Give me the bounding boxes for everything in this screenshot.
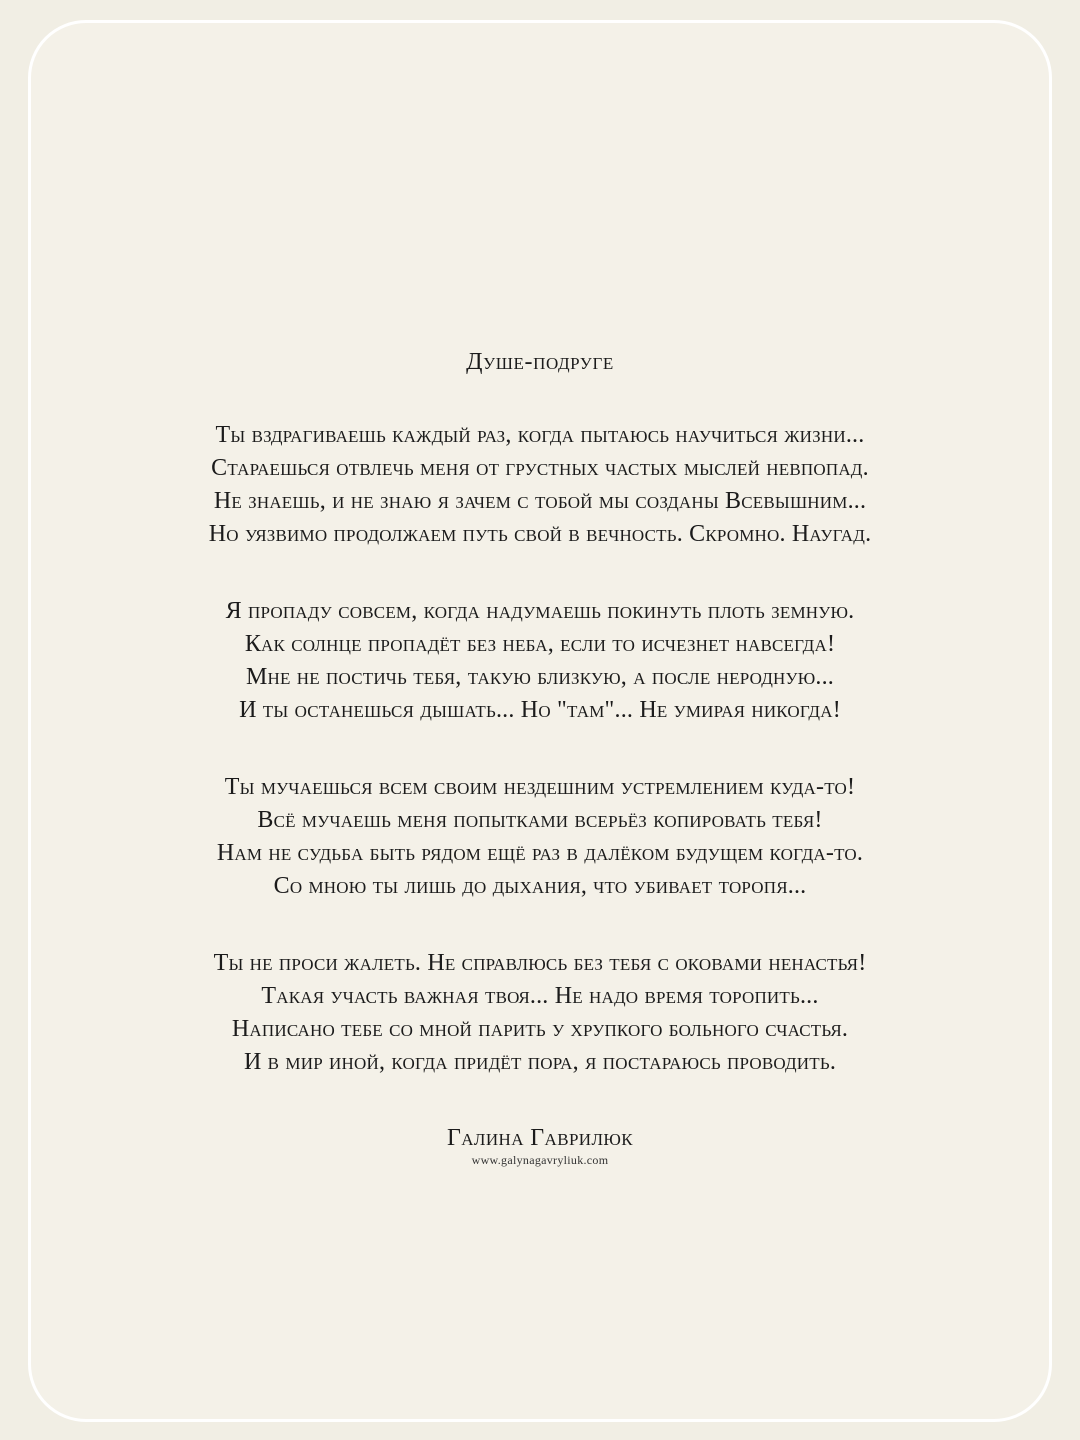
poem-line: Не знаешь, и не знаю я зачем с тобой мы созданы Всевышним... <box>213 488 867 514</box>
poem-line: Ты мучаешься всем своим нездешним устремлением куда-то! <box>224 774 856 800</box>
poem-line: Как солнце пропадёт без неба, если то исчезнет навсегда! <box>244 631 836 657</box>
author-name: Галина Гаврилюк <box>446 1125 634 1151</box>
poem-title: Душе-подруге <box>466 349 614 375</box>
poem-line: Ты вздрагиваешь каждый раз, когда пытаюсь научиться жизни... <box>215 422 865 448</box>
poem-line: Такая участь важная твоя... Не надо время торопить... <box>261 983 819 1009</box>
author-website: www.galynagavryliuk.com <box>471 1153 609 1167</box>
stanza-2 <box>31 595 1049 727</box>
poem-line: Стараешься отвлечь меня от грустных частых мыслей невпопад. <box>211 455 869 481</box>
poem-line: Всё мучаешь меня попытками всерьёз копировать тебя! <box>257 807 823 833</box>
poem-line: И ты останешься дышать... Но "там"... Не умирая никогда! <box>239 697 841 723</box>
poem-line: Мне не постичь тебя, такую близкую, а после неродную... <box>245 664 835 690</box>
stanza-3 <box>31 771 1049 903</box>
poem-body <box>31 345 1049 1167</box>
poem-line: Но уязвимо продолжаем путь свой в вечность. Скромно. Наугад. <box>208 521 872 547</box>
stanza-4 <box>31 947 1049 1079</box>
poem-line: Я пропаду совсем, когда надумаешь покинуть плоть земную. <box>225 598 855 624</box>
poem-line: Нам не судьба быть рядом ещё раз в далёком будущем когда-то. <box>216 840 864 866</box>
poem-line: Со мною ты лишь до дыхания, что убивает торопя... <box>273 873 807 899</box>
poem-line: И в мир иной, когда придёт пора, я постараюсь проводить. <box>243 1049 837 1075</box>
stanza-1 <box>31 419 1049 551</box>
poem-line: Ты не проси жалеть. Не справлюсь без тебя с оковами ненастья! <box>213 950 867 976</box>
poem-line: Написано тебе со мной парить у хрупкого больного счастья. <box>231 1016 849 1042</box>
poem-card <box>28 20 1052 1422</box>
